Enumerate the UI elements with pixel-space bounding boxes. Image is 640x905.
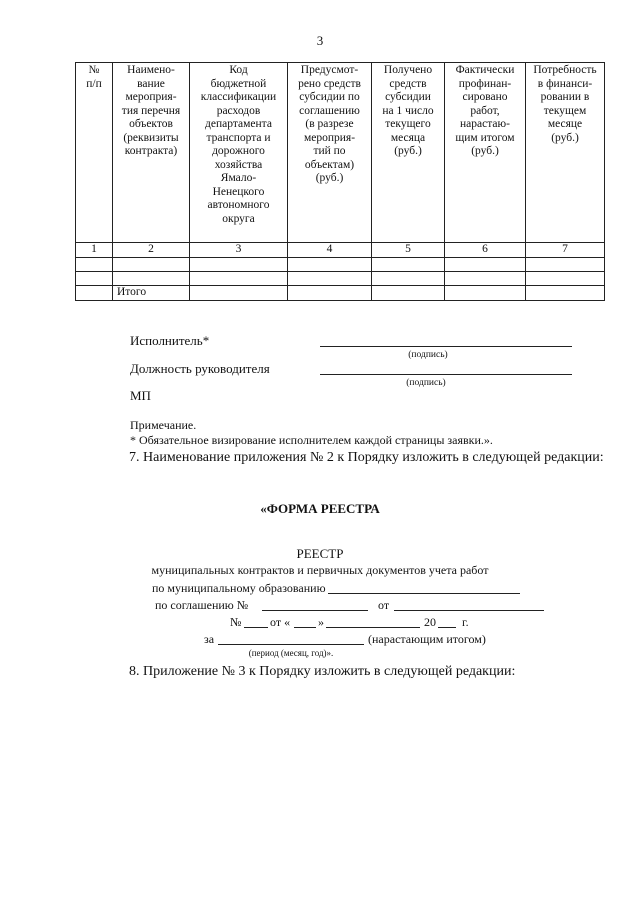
table-cell	[76, 286, 113, 301]
table-cell	[372, 258, 445, 272]
table-cell	[526, 286, 605, 301]
year-line	[438, 627, 456, 628]
head-position-label: Должность руководителя	[130, 361, 270, 376]
column-number: 6	[445, 243, 526, 258]
registry-no-label: №	[230, 615, 242, 629]
column-number: 4	[288, 243, 372, 258]
table-header-row	[76, 63, 605, 243]
table-cell	[113, 272, 190, 286]
column-number: 1	[76, 243, 113, 258]
col-header-financing-need: Потребность в финанси- ровании в текущем месяце (руб.)	[526, 63, 605, 243]
registry-line1: муниципальных контрактов и первичных документов учета работ	[151, 563, 489, 577]
form-title: «ФОРМА РЕЕСТРА	[260, 501, 380, 516]
table-cell	[190, 272, 288, 286]
col-header-measure-name: Наимено- вание мероприя- тия перечня объектов (реквизиты контракта)	[113, 63, 190, 243]
table-cell	[113, 258, 190, 272]
column-number: 5	[372, 243, 445, 258]
col-header-actually-financed: Фактически профинан- сировано работ, нарастаю- щим итогом (руб.)	[445, 63, 526, 243]
table-cell	[526, 272, 605, 286]
table-cell	[288, 258, 372, 272]
table-cell	[372, 286, 445, 301]
period-caption: (период (месяц, год)».	[248, 648, 334, 658]
head-signature-line	[320, 374, 572, 375]
table-cell	[190, 286, 288, 301]
total-row	[76, 286, 605, 301]
table-cell	[445, 272, 526, 286]
col-header-budget-code: Код бюджетной классификации расходов департамента транспорта и дорожного хозяйства Ямало- Ненецкого автономного округа	[190, 63, 288, 243]
col-header-received-subsidy: Получено средств субсидии на 1 число текущего месяца (руб.)	[372, 63, 445, 243]
column-number-row	[76, 243, 605, 258]
signature-caption: (подпись)	[406, 378, 446, 388]
table-cell	[445, 286, 526, 301]
registry-period-label: за	[204, 632, 215, 646]
table-cell	[372, 272, 445, 286]
period-line	[218, 644, 364, 645]
column-number: 2	[113, 243, 190, 258]
registry-agreement-label: по соглашению №	[155, 598, 249, 612]
signature-caption: (подпись)	[408, 350, 448, 360]
document-number-line	[244, 627, 268, 628]
table-cell	[288, 286, 372, 301]
agreement-date-line	[394, 610, 544, 611]
municipality-line	[328, 593, 520, 594]
table-cell	[526, 258, 605, 272]
paragraph-8: 8. Приложение № 3 к Порядку изложить в следующей редакции:	[129, 664, 516, 679]
registry-cumulative: (нарастающим итогом)	[368, 632, 486, 646]
table-cell	[190, 258, 288, 272]
registry-agreement-from: от	[378, 598, 390, 612]
registry-date-close: »	[318, 615, 324, 629]
month-line	[326, 627, 420, 628]
stamp-label: МП	[130, 388, 151, 403]
column-number: 7	[526, 243, 605, 258]
contracts-table	[75, 62, 605, 301]
table-cell	[445, 258, 526, 272]
day-line	[294, 627, 316, 628]
note-title: Примечание.	[130, 418, 197, 432]
paragraph-7: 7. Наименование приложения № 2 к Порядку изложить в следующей редакции:	[129, 450, 604, 465]
table-cell	[288, 272, 372, 286]
table-row	[76, 258, 605, 272]
registry-date-open: от «	[270, 615, 291, 629]
executor-label: Исполнитель*	[130, 333, 210, 348]
table-cell	[76, 272, 113, 286]
registry-year-prefix: 20	[424, 615, 436, 629]
table-row	[76, 272, 605, 286]
page-number: 3	[316, 33, 324, 48]
agreement-number-line	[262, 610, 368, 611]
executor-signature-line	[320, 346, 572, 347]
registry-municipality-label: по муниципальному образованию	[152, 581, 326, 595]
col-header-planned-subsidy: Предусмот- рено средств субсидии по соглашению (в разрезе мероприя- тий по объектам) (руб.)	[288, 63, 372, 243]
total-label: Итого	[113, 286, 190, 301]
registry-year-suffix: г.	[462, 615, 469, 629]
column-number: 3	[190, 243, 288, 258]
col-header-number: № п/п	[76, 63, 113, 243]
note-text: * Обязательное визирование исполнителем каждой страницы заявки.».	[130, 433, 493, 447]
registry-title: РЕЕСТР	[296, 546, 344, 561]
table-cell	[76, 258, 113, 272]
